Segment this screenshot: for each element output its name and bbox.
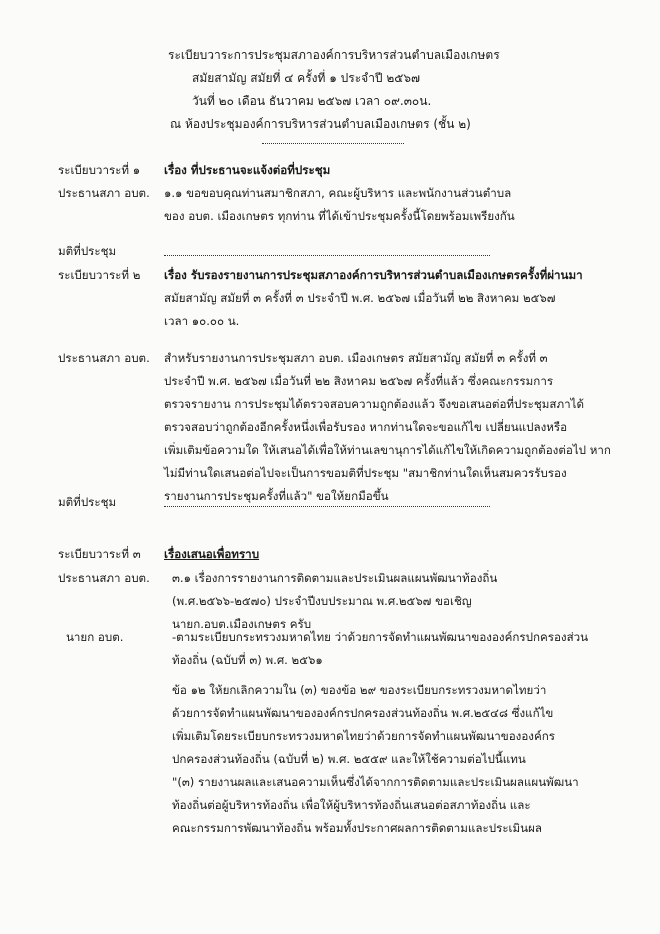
- agenda2-body-line: ไม่มีท่านใดเสนอต่อไปจะเป็นการขอมติที่ประชุม "สมาชิกท่านใดเห็นสมควรรับรอง: [164, 466, 567, 480]
- agenda3-body-line: เพิ่มเติมโดยระเบียบกระทรวงมหาดไทยว่าด้วยการจัดทำแผนพัฒนาขององค์กร: [172, 729, 555, 743]
- agenda2-subject-line: สมัยสามัญ สมัยที่ ๓ ครั้งที่ ๓ ประจำปี พ.ศ. ๒๕๖๗ เมื่อวันที่ ๒๒ สิงหาคม ๒๕๖๗: [164, 291, 556, 305]
- agenda3-item-line: นายก.อบต.เมืองเกษตร ครับ: [172, 617, 312, 631]
- agenda1-resolution-line: [164, 255, 490, 256]
- agenda1-body-line: ของ อบต. เมืองเกษตร ทุกท่าน ที่ได้เข้าประชุมครั้งนี้โดยพร้อมเพรียงกัน: [164, 209, 515, 223]
- agenda3-body-line: ท้องถิ่น (ฉบับที่ ๓) พ.ศ. ๒๕๖๑: [172, 653, 323, 667]
- agenda2-resolution-label: มติที่ประชุม: [58, 495, 117, 509]
- agenda3-body-line: คณะกรรมการพัฒนาท้องถิ่น พร้อมทั้งประกาศผลการติดตามและประเมินผล: [172, 821, 542, 835]
- agenda2-body-line: รายงานการประชุมครั้งที่แล้ว" ขอให้ยกมือขึ้น: [164, 489, 389, 503]
- header-title: ระเบียบวาระการประชุมสภาองค์การบริหารส่วนตำบลเมืองเกษตร: [168, 48, 500, 62]
- agenda3-body-line: "(๓) รายงานผลและเสนอความเห็นซึ่งได้จากการติดตามและประเมินผลแผนพัฒนา: [172, 775, 579, 789]
- agenda3-body-line: ข้อ ๑๒ ให้ยกเลิกความใน (๓) ของข้อ ๒๙ ของระเบียบกระทรวงมหาดไทยว่า: [172, 683, 547, 697]
- agenda2-resolution-line: [164, 506, 490, 507]
- agenda3-body-line: ปกครองส่วนท้องถิ่น (ฉบับที่ ๒) พ.ศ. ๒๕๕๙ และให้ใช้ความต่อไปนี้แทน: [172, 752, 526, 766]
- agenda3-body-line: ด้วยการจัดทำแผนพัฒนาขององค์กรปกครองส่วนท้องถิ่น พ.ศ.๒๕๔๘ ซึ่งแก้ไข: [172, 706, 554, 720]
- agenda3-body-line: ท้องถิ่นต่อผู้บริหารท้องถิ่น เพื่อให้ผู้บริหารท้องถิ่นเสนอต่อสภาท้องถิ่น และ: [172, 798, 531, 812]
- header-session: สมัยสามัญ สมัยที่ ๔ ครั้งที่ ๑ ประจำปี ๒๕๖๗: [192, 71, 420, 85]
- agenda3-subject: เรื่องเสนอเพื่อทราบ: [164, 547, 260, 561]
- agenda2-body-line: เพิ่มเติมข้อความใด ให้เสนอได้เพื่อให้ท่านเลขานุการได้แก้ไขให้เกิดความถูกต้องต่อไป หาก: [164, 443, 611, 457]
- agenda2-body-line: ตรวจรายงาน การประชุมได้ตรวจสอบความถูกต้องแล้ว จึงขอเสนอต่อที่ประชุมสภาได้: [164, 397, 584, 411]
- agenda2-speaker: ประธานสภา อบต.: [58, 351, 150, 365]
- agenda2-subject-line: เวลา ๑๐.๐๐ น.: [164, 314, 240, 328]
- agenda2-body-line: ประจำปี พ.ศ. ๒๕๖๗ เมื่อวันที่ ๒๒ สิงหาคม ๒๕๖๗ ครั้งที่แล้ว ซึ่งคณะกรรมการ: [164, 374, 554, 388]
- agenda3-speaker2: นายก อบต.: [66, 630, 124, 644]
- agenda1-speaker: ประธานสภา อบต.: [58, 186, 150, 200]
- header-date-time: วันที่ ๒๐ เดือน ธันวาคม ๒๕๖๗ เวลา ๐๙.๓๐น.: [192, 94, 432, 108]
- header-venue: ณ ห้องประชุมองค์การบริหารส่วนตำบลเมืองเกษตร (ชั้น ๒): [170, 117, 471, 131]
- agenda1-subject: เรื่อง ที่ประธานจะแจ้งต่อที่ประชุม: [164, 163, 331, 177]
- agenda1-resolution-label: มติที่ประชุม: [58, 244, 117, 258]
- agenda3-item-line: (พ.ศ.๒๕๖๖-๒๕๗๐) ประจำปีงบประมาณ พ.ศ.๒๕๖๗ ขอเชิญ: [172, 594, 472, 608]
- agenda3-speaker: ประธานสภา อบต.: [58, 571, 150, 585]
- agenda3-item-line: ๓.๑ เรื่องการรายงานการติดตามและประเมินผลแผนพัฒนาท้องถิ่น: [172, 571, 498, 585]
- agenda2-subject-line: เรื่อง รับรองรายงานการประชุมสภาองค์การบริหารส่วนตำบลเมืองเกษตรครั้งที่ผ่านมา: [164, 268, 583, 282]
- agenda3-label: ระเบียบวาระที่ ๓: [58, 547, 141, 561]
- header-divider: [262, 143, 404, 144]
- agenda1-body-line: ๑.๑ ขอขอบคุณท่านสมาชิกสภา, คณะผู้บริหาร และพนักงานส่วนตำบล: [164, 186, 512, 200]
- agenda1-label: ระเบียบวาระที่ ๑: [58, 163, 141, 177]
- agenda2-body-line: สำหรับรายงานการประชุมสภา อบต. เมืองเกษตร สมัยสามัญ สมัยที่ ๓ ครั้งที่ ๓: [164, 351, 548, 365]
- agenda3-body-line: -ตามระเบียบกระทรวงมหาดไทย ว่าด้วยการจัดทำแผนพัฒนาขององค์กรปกครองส่วน: [172, 630, 589, 644]
- agenda2-body-line: ตรวจสอบว่าถูกต้องอีกครั้งหนึ่งเพื่อรับรอง หากท่านใดจะขอแก้ไข เปลี่ยนแปลงหรือ: [164, 420, 568, 434]
- agenda2-label: ระเบียบวาระที่ ๒: [58, 268, 141, 282]
